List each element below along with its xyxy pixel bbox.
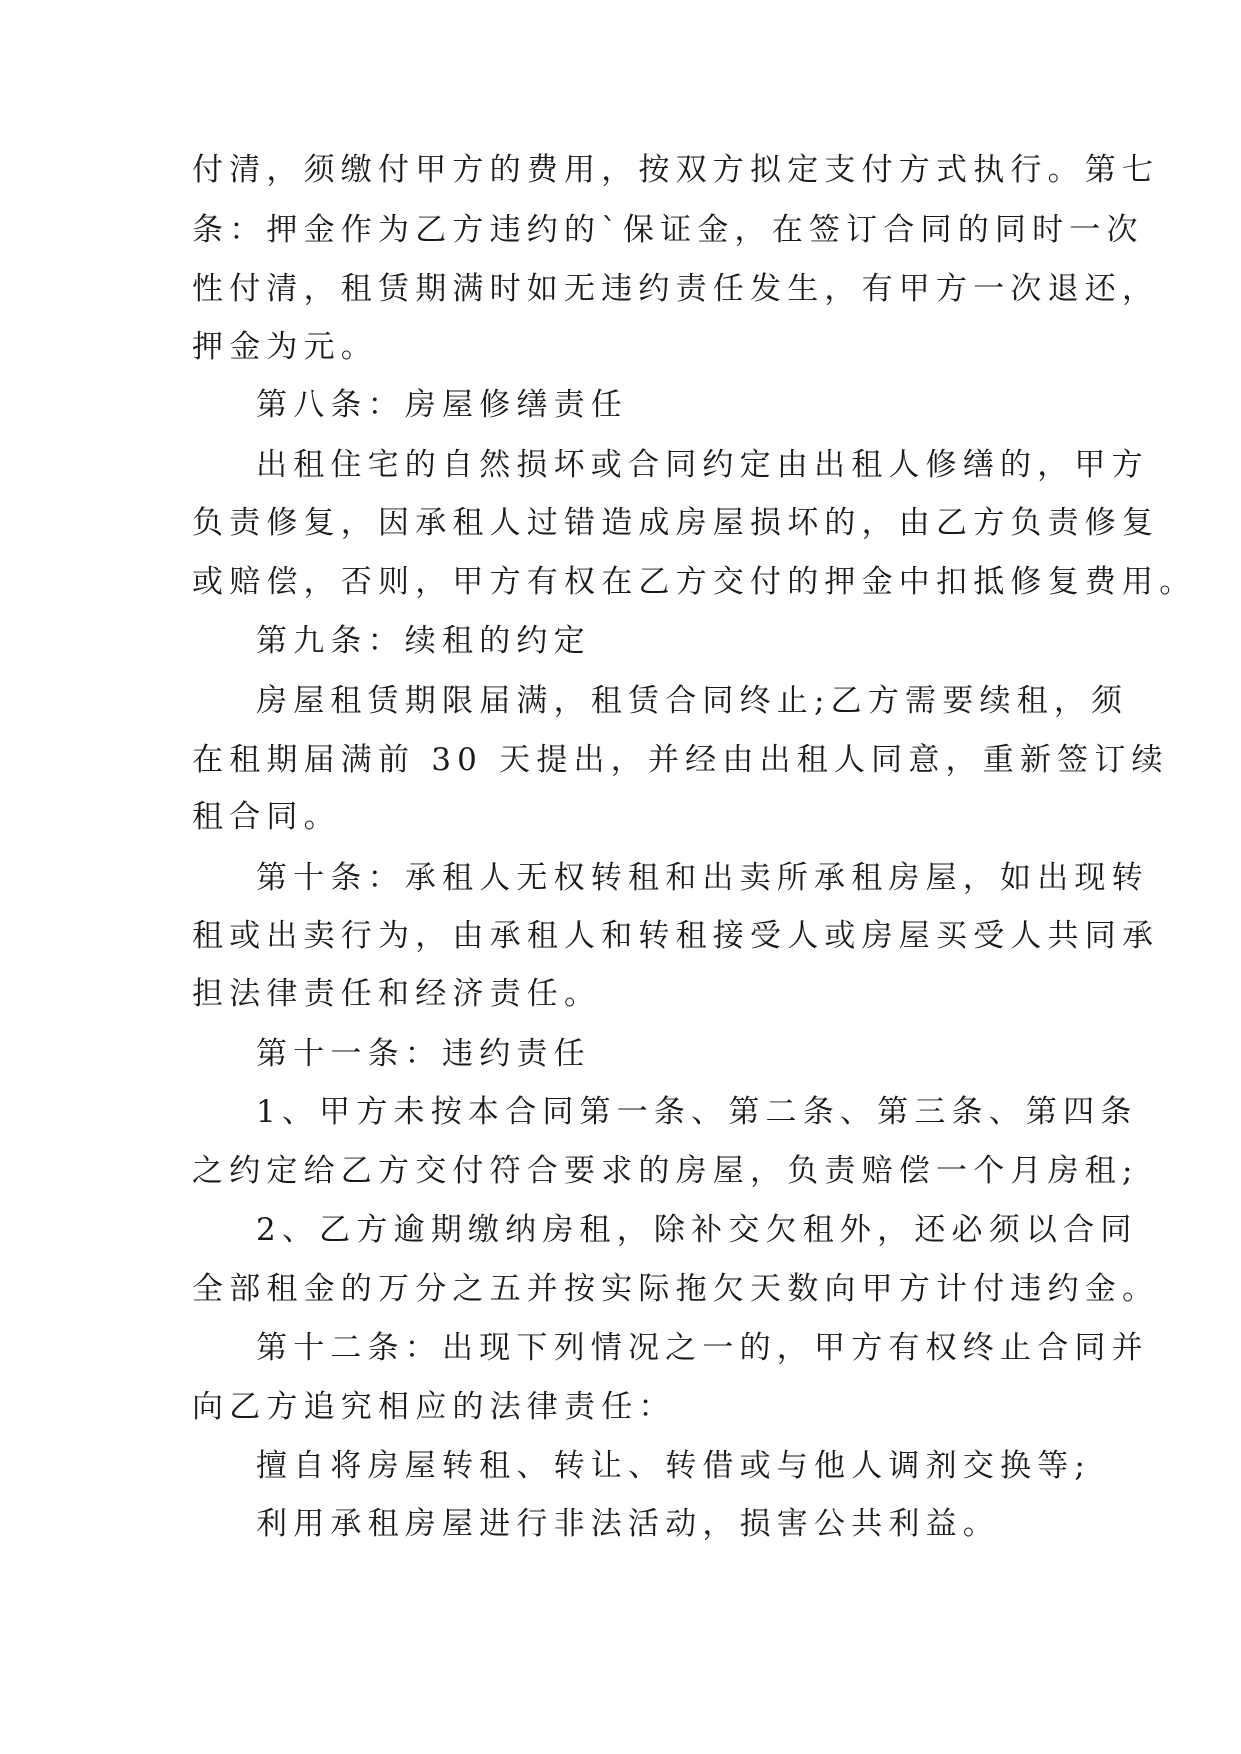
text-line: 付清，须缴付甲方的费用，按双方拟定支付方式执行。第七 — [192, 152, 1160, 188]
text-line: 向乙方追究相应的法律责任： — [192, 1389, 676, 1425]
text-line: 担法律责任和经济责任。 — [192, 976, 602, 1012]
text-line: 条：押金作为乙方违约的`保证金，在签订合同的同时一次 — [192, 212, 1144, 248]
text-line: 房屋租赁期限届满，租赁合同终止;乙方需要续租，须 — [256, 683, 1129, 719]
text-line: 性付清，租赁期满时如无违约责任发生，有甲方一次退还， — [192, 271, 1160, 307]
text-line: 1、甲方未按本合同第一条、第二条、第三条、第四条 — [256, 1094, 1138, 1130]
section-heading: 第九条：续租的约定 — [256, 623, 591, 659]
text-line: 在租期届满前 30 天提出，并经由出租人同意，重新签订续 — [192, 742, 1169, 778]
text-line: 负责修复，因承租人过错造成房屋损坏的，由乙方负责修复 — [192, 505, 1160, 541]
text-line: 租合同。 — [192, 799, 341, 835]
section-heading: 第八条：房屋修缮责任 — [256, 387, 628, 423]
text-line: 押金为元。 — [192, 329, 378, 365]
text-line: 2、乙方逾期缴纳房租，除补交欠租外，还必须以合同 — [256, 1212, 1138, 1248]
text-line: 或赔偿，否则，甲方有权在乙方交付的押金中扣抵修复费用。 — [192, 564, 1197, 600]
section-heading: 第十一条：违约责任 — [256, 1036, 591, 1072]
text-line: 出租住宅的自然损坏或合同约定由出租人修缮的，甲方 — [256, 447, 1149, 483]
text-line: 第十二条：出现下列情况之一的，甲方有权终止合同并 — [256, 1330, 1149, 1366]
text-line: 利用承租房屋进行非法活动，损害公共利益。 — [256, 1506, 1000, 1542]
text-line: 之约定给乙方交付符合要求的房屋，负责赔偿一个月房租; — [192, 1153, 1139, 1189]
text-line: 第十条：承租人无权转租和出卖所承租房屋，如出现转 — [256, 860, 1149, 896]
text-line: 租或出卖行为，由承租人和转租接受人或房屋买受人共同承 — [192, 918, 1160, 954]
text-line: 全部租金的万分之五并按实际拖欠天数向甲方计付违约金。 — [192, 1271, 1160, 1307]
text-line: 擅自将房屋转租、转让、转借或与他人调剂交换等; — [256, 1448, 1092, 1484]
